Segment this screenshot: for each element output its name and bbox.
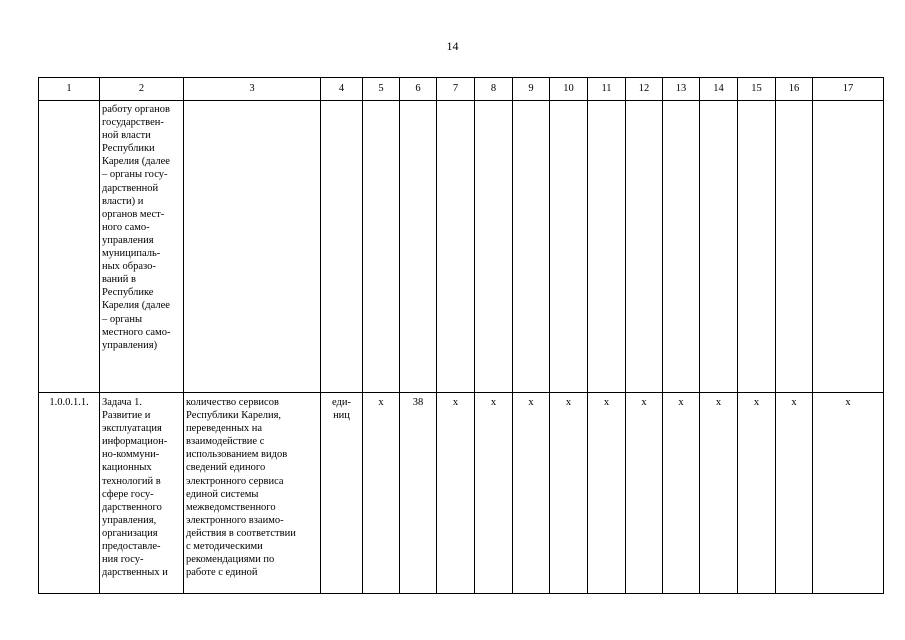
text-line: дарственного <box>102 501 162 513</box>
empty-cell <box>813 101 884 393</box>
header-cell: 12 <box>626 78 663 101</box>
value-cell <box>513 393 550 594</box>
header-cell: 7 <box>437 78 475 101</box>
header-cell: 14 <box>700 78 738 101</box>
value-cell <box>776 393 813 594</box>
text-line: взаимодействие с <box>186 436 265 448</box>
text-line: информацион- <box>102 436 168 448</box>
unit-line: еди- <box>332 397 351 408</box>
text-line: местного само- <box>102 326 171 338</box>
text-line: муниципаль- <box>102 248 161 260</box>
value-cell <box>400 393 437 594</box>
value-cell <box>626 393 663 594</box>
text-line: технологий в <box>102 475 161 487</box>
text-line: дарственных и <box>102 567 168 579</box>
text-line: управления) <box>102 339 158 351</box>
empty-cell <box>321 101 363 393</box>
empty-cell <box>363 101 400 393</box>
text-line: рекомендациями по <box>186 554 275 566</box>
value-text: x <box>641 397 647 408</box>
value-text: x <box>378 397 384 408</box>
value-text: x <box>490 397 497 408</box>
indicator-cell <box>184 393 321 594</box>
empty-cell <box>475 101 513 393</box>
value-text: x <box>753 397 760 408</box>
text-line: ного само- <box>102 221 150 233</box>
value-text: x <box>845 397 851 408</box>
task-name-cell <box>100 393 184 594</box>
text-line: электронного взаимо- <box>186 514 284 526</box>
text-line: использованием видов <box>186 449 288 461</box>
text-line: управления, <box>102 514 157 526</box>
text-line: организация <box>102 527 158 539</box>
text-line: предоставле- <box>102 541 161 553</box>
empty-cell <box>437 101 475 393</box>
text-line: ваний в <box>102 274 136 286</box>
continuation-text-cell <box>100 101 184 393</box>
text-line: – органы госу- <box>102 169 168 181</box>
text-line: дарственной <box>102 182 159 194</box>
indicator-table <box>38 77 884 594</box>
text-line: Задача 1. <box>102 397 142 408</box>
empty-cell <box>588 101 626 393</box>
empty-cell <box>184 101 321 393</box>
value-text: x <box>603 397 610 408</box>
text-line: государствен- <box>102 117 164 129</box>
text-line: Развитие и <box>102 410 151 422</box>
text-line: сфере госу- <box>102 488 154 500</box>
empty-cell <box>513 101 550 393</box>
header-cell: 16 <box>776 78 813 101</box>
task-code: 1.0.0.1.1. <box>49 397 89 408</box>
value-text: x <box>565 397 572 408</box>
value-text: x <box>791 397 797 408</box>
empty-cell <box>776 101 813 393</box>
header-cell: 8 <box>475 78 513 101</box>
text-line: электронного сервиса <box>186 475 284 487</box>
text-line: Республики <box>102 143 155 155</box>
task-row <box>39 393 884 594</box>
text-line: работе с единой <box>186 567 258 579</box>
text-line: управления <box>102 234 154 246</box>
header-cell: 5 <box>363 78 400 101</box>
value-text: x <box>528 397 534 408</box>
empty-cell <box>738 101 776 393</box>
value-cell <box>700 393 738 594</box>
value-text: x <box>452 397 459 408</box>
text-line: органов мест- <box>102 208 165 220</box>
value-cell <box>588 393 626 594</box>
empty-cell <box>39 101 100 393</box>
text-line: кационных <box>102 462 152 474</box>
page-number: 14 <box>446 39 459 53</box>
header-cell: 1 <box>39 78 100 101</box>
text-line: работу органов <box>102 104 170 115</box>
value-cell <box>363 393 400 594</box>
text-line: межведомственного <box>186 501 276 513</box>
text-line: Республике <box>102 287 154 299</box>
code-cell <box>39 393 100 594</box>
value-cell <box>437 393 475 594</box>
header-cell: 6 <box>400 78 437 101</box>
text-line: количество сервисов <box>186 397 279 408</box>
header-cell: 13 <box>663 78 700 101</box>
continuation-row <box>39 101 884 393</box>
header-row <box>39 78 884 101</box>
value-cell <box>550 393 588 594</box>
text-line: единой системы <box>186 488 259 500</box>
header-cell: 17 <box>813 78 884 101</box>
text-line: с методическими <box>186 541 263 553</box>
unit-line: ниц <box>333 410 350 422</box>
empty-cell <box>626 101 663 393</box>
header-cell: 3 <box>184 78 321 101</box>
value-cell <box>738 393 776 594</box>
text-line: Карелия (далее <box>102 300 170 312</box>
text-line: эксплуатация <box>102 423 162 435</box>
text-line: власти) и <box>102 195 144 207</box>
text-line: ных образо- <box>102 261 156 273</box>
header-cell: 9 <box>513 78 550 101</box>
text-line: сведений единого <box>186 462 266 474</box>
text-line: Республики Карелия, <box>186 410 282 422</box>
header-cell: 10 <box>550 78 588 101</box>
text-line: ной власти <box>102 130 151 142</box>
text-line: переведенных на <box>186 423 263 435</box>
text-line: действия в соответствии <box>186 527 296 539</box>
empty-cell <box>550 101 588 393</box>
value-cell <box>663 393 700 594</box>
empty-cell <box>400 101 437 393</box>
text-line: но-коммуни- <box>102 449 160 461</box>
value-text: 38 <box>412 397 424 408</box>
header-cell: 2 <box>100 78 184 101</box>
empty-cell <box>663 101 700 393</box>
unit-cell <box>321 393 363 594</box>
header-cell: 11 <box>588 78 626 101</box>
text-line: – органы <box>102 313 143 325</box>
value-text: x <box>678 397 684 408</box>
value-text: x <box>715 397 722 408</box>
value-cell <box>475 393 513 594</box>
header-cell: 15 <box>738 78 776 101</box>
empty-cell <box>700 101 738 393</box>
text-line: ния госу- <box>102 554 144 566</box>
header-cell: 4 <box>321 78 363 101</box>
text-line: Карелия (далее <box>102 156 170 168</box>
value-cell <box>813 393 884 594</box>
